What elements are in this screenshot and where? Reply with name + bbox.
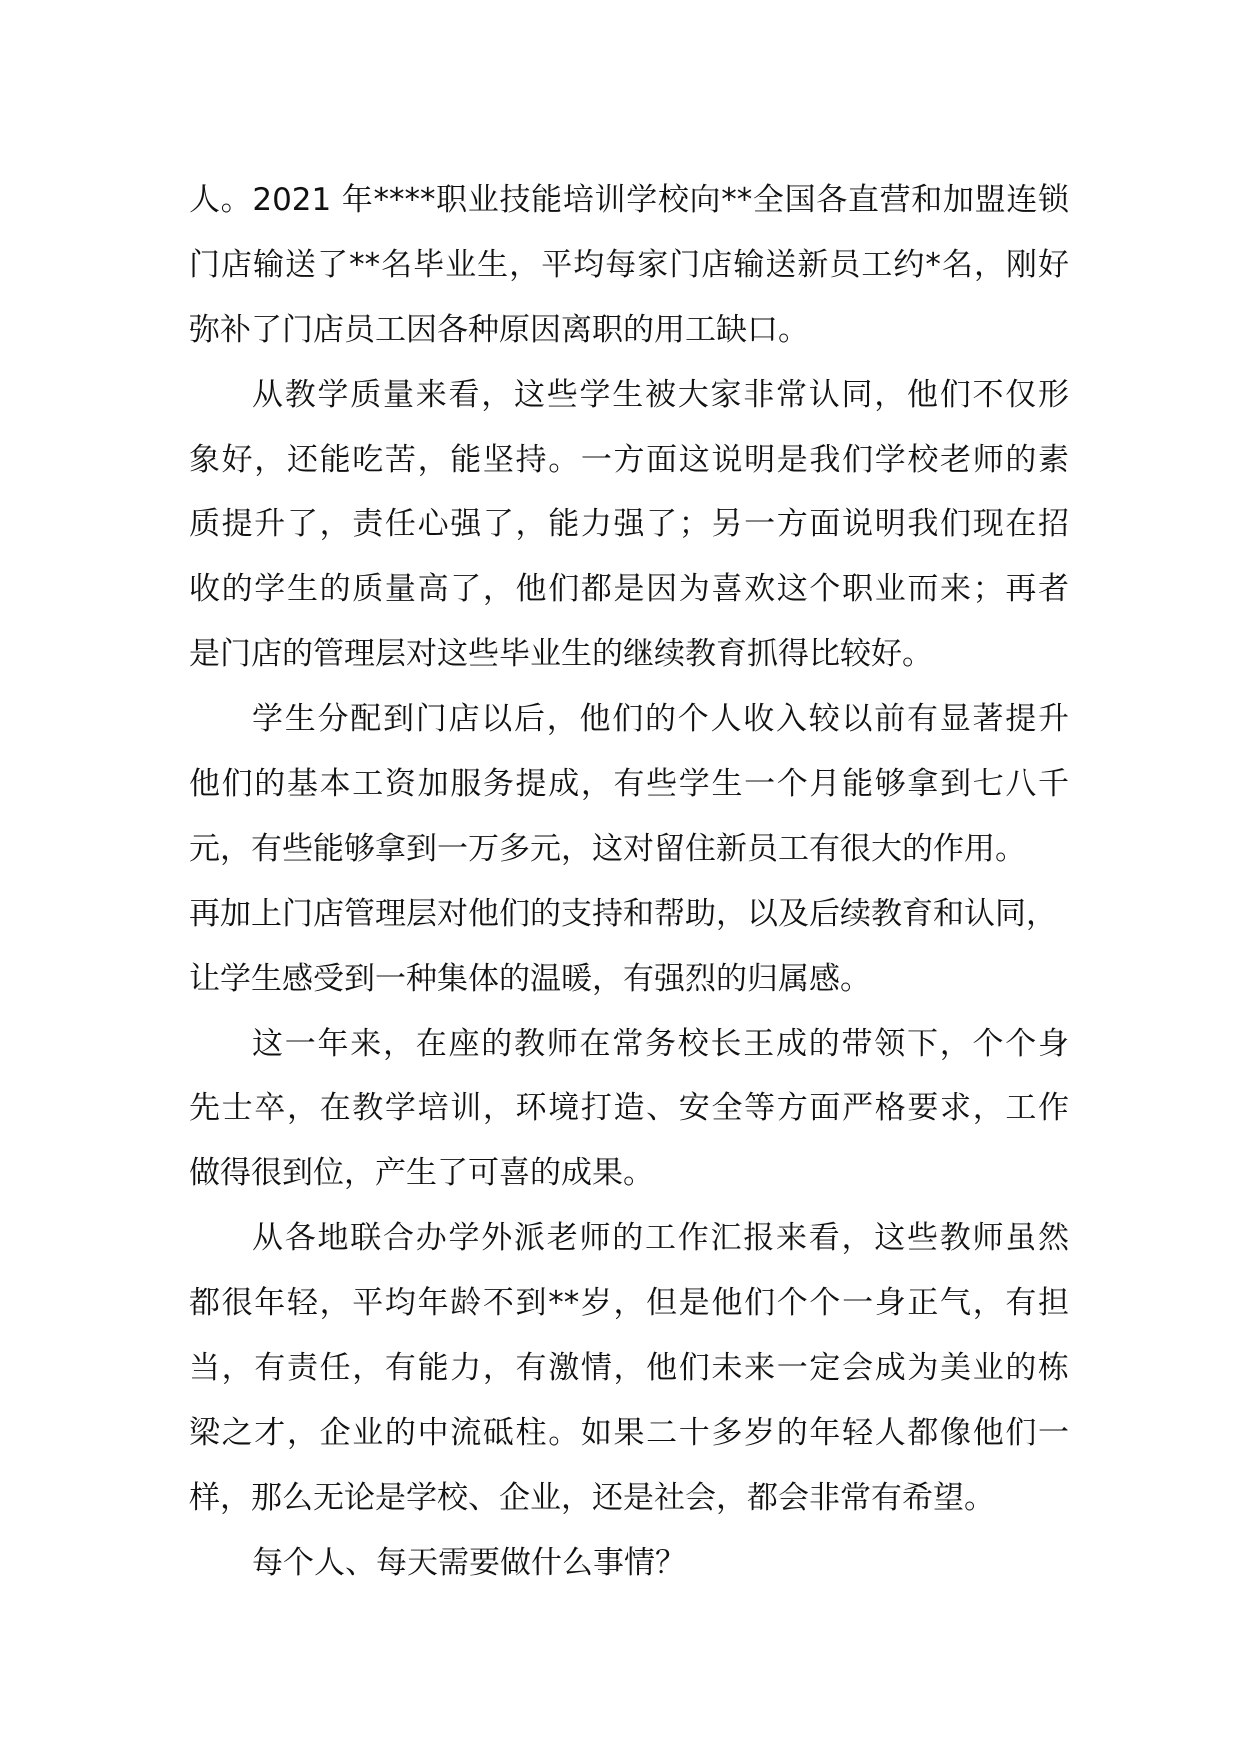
text-line: 人。2021 年****职业技能培训学校向**全国各直营和加盟连锁 [189, 182, 1069, 218]
text-line: 是门店的管理层对这些毕业生的继续教育抓得比较好。 [189, 636, 933, 673]
text-line: 收的学生的质量高了，他们都是因为喜欢这个职业而来；再者 [189, 571, 1069, 608]
text-line: 门店输送了**名毕业生，平均每家门店输送新员工约*名，刚好 [189, 246, 1069, 283]
text-line: 梁之才，企业的中流砥柱。如果二十多岁的年轻人都像他们一 [189, 1414, 1069, 1451]
paragraph-first-line: 这一年来，在座的教师在常务校长王成的带领下，个个身 [252, 1025, 1069, 1062]
text-line: 他们的基本工资加服务提成，有些学生一个月能够拿到七八千 [189, 766, 1069, 803]
paragraph-first-line: 从教学质量来看，这些学生被大家非常认同，他们不仅形 [252, 376, 1069, 413]
text-line: 样，那么无论是学校、企业，还是社会，都会非常有希望。 [189, 1479, 995, 1516]
text-line: 都很年轻，平均年龄不到**岁，但是他们个个一身正气，有担 [189, 1285, 1069, 1322]
text-line: 先士卒，在教学培训，环境打造、安全等方面严格要求，工作 [189, 1090, 1069, 1127]
text-line: 做得很到位，产生了可喜的成果。 [189, 1155, 654, 1192]
paragraph-first-line: 从各地联合办学外派老师的工作汇报来看，这些教师虽然 [252, 1220, 1069, 1257]
paragraph-first-line: 学生分配到门店以后，他们的个人收入较以前有显著提升 [252, 701, 1069, 738]
text-line: 再加上门店管理层对他们的支持和帮助，以及后续教育和认同， [189, 895, 1057, 932]
text-line: 质提升了，责任心强了，能力强了；另一方面说明我们现在招 [189, 506, 1069, 543]
text-line: 弥补了门店员工因各种原因离职的用工缺口。 [189, 311, 809, 348]
text-line: 让学生感受到一种集体的温暖，有强烈的归属感。 [189, 960, 871, 997]
paragraph-first-line: 每个人、每天需要做什么事情？ [252, 1544, 686, 1581]
text-line: 象好，还能吃苦，能坚持。一方面这说明是我们学校老师的素 [189, 441, 1069, 478]
body-text [189, 168, 1069, 1596]
text-line: 元，有些能够拿到一万多元，这对留住新员工有很大的作用。 [189, 830, 1026, 867]
text-line: 当，有责任，有能力，有激情，他们未来一定会成为美业的栋 [189, 1350, 1069, 1387]
